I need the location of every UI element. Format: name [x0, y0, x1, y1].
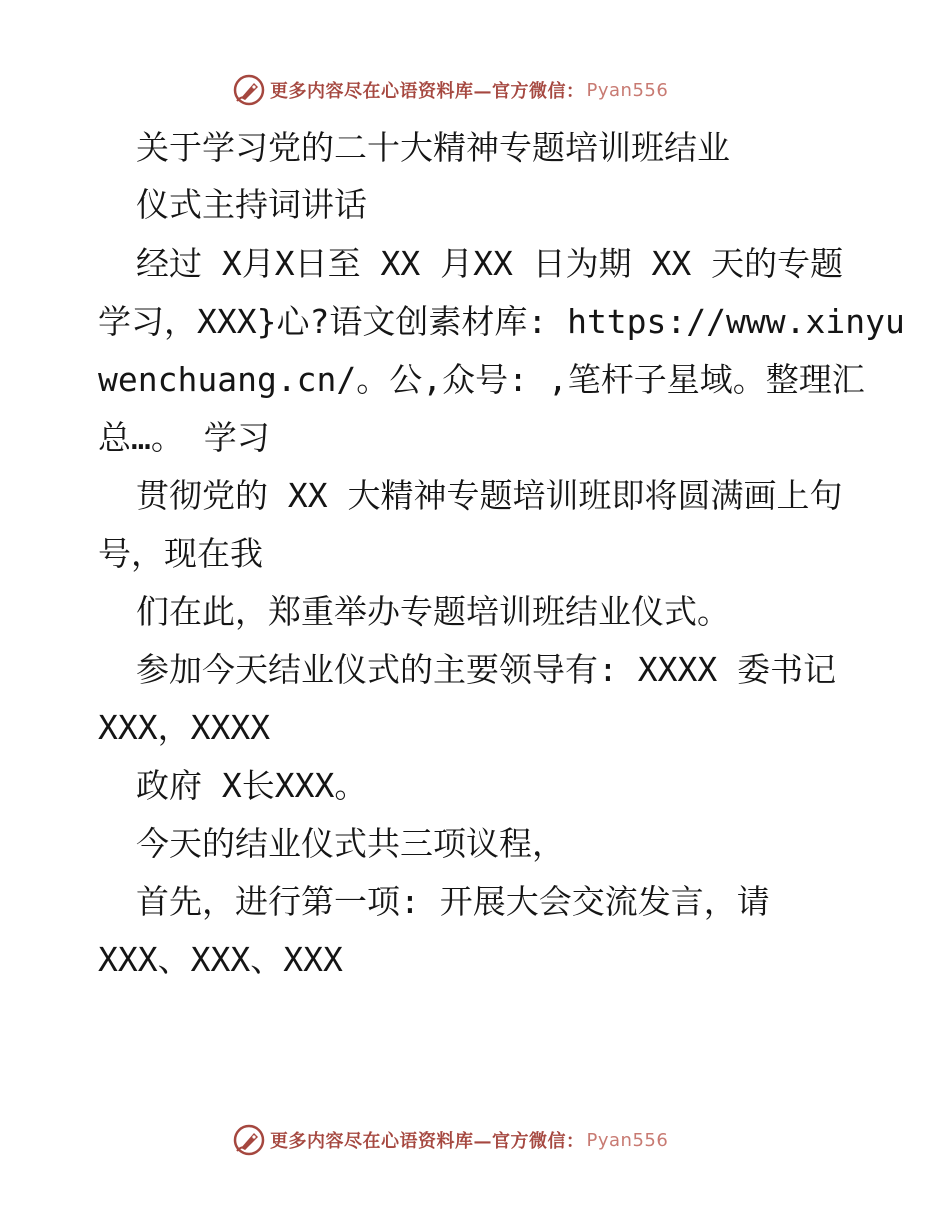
text-line: XXX、XXX、XXX [98, 940, 343, 979]
text-line: 总…。 学习 [98, 418, 270, 457]
watermark-text: 更多内容尽在心语资料库—官方微信： [270, 81, 585, 102]
text-line: 经过 X月X日至 XX 月XX 日为期 XX 天的专题 [136, 244, 844, 283]
text-line: 号，现在我 [98, 534, 263, 573]
watermark-handle: Pyan556 [586, 79, 669, 101]
text-line: 今天的结业仪式共三项议程， [136, 824, 565, 863]
text-line: 们在此，郑重举办专题培训班结业仪式。 [136, 592, 730, 631]
watermark-handle: Pyan556 [586, 1129, 669, 1151]
watermark-text: 更多内容尽在心语资料库—官方微信： [270, 1131, 585, 1152]
text-line: 参加今天结业仪式的主要领导有: XXXX 委书记 [136, 650, 837, 689]
watermark-footer [232, 1122, 668, 1158]
text-line: 政府 X长XXX。 [136, 766, 368, 805]
text-line: 学习，XXX}心?语文创素材库: https://www.xinyu [98, 302, 905, 341]
text-line: 贯彻党的 XX 大精神专题培训班即将圆满画上句 [136, 476, 843, 515]
watermark-header [232, 72, 668, 108]
pen-nib-logo-icon [232, 1123, 266, 1157]
text-line: 仪式主持词讲话 [136, 185, 367, 224]
pen-nib-logo-icon [232, 73, 266, 107]
text-line: 关于学习党的二十大精神专题培训班结业 [136, 128, 730, 167]
text-line: wenchuang.cn/。公,众号: ,笔杆子星域。整理汇 [98, 360, 865, 399]
text-line: 首先，进行第一项: 开展大会交流发言，请 [136, 882, 770, 921]
text-line: XXX，XXXX [98, 708, 271, 747]
